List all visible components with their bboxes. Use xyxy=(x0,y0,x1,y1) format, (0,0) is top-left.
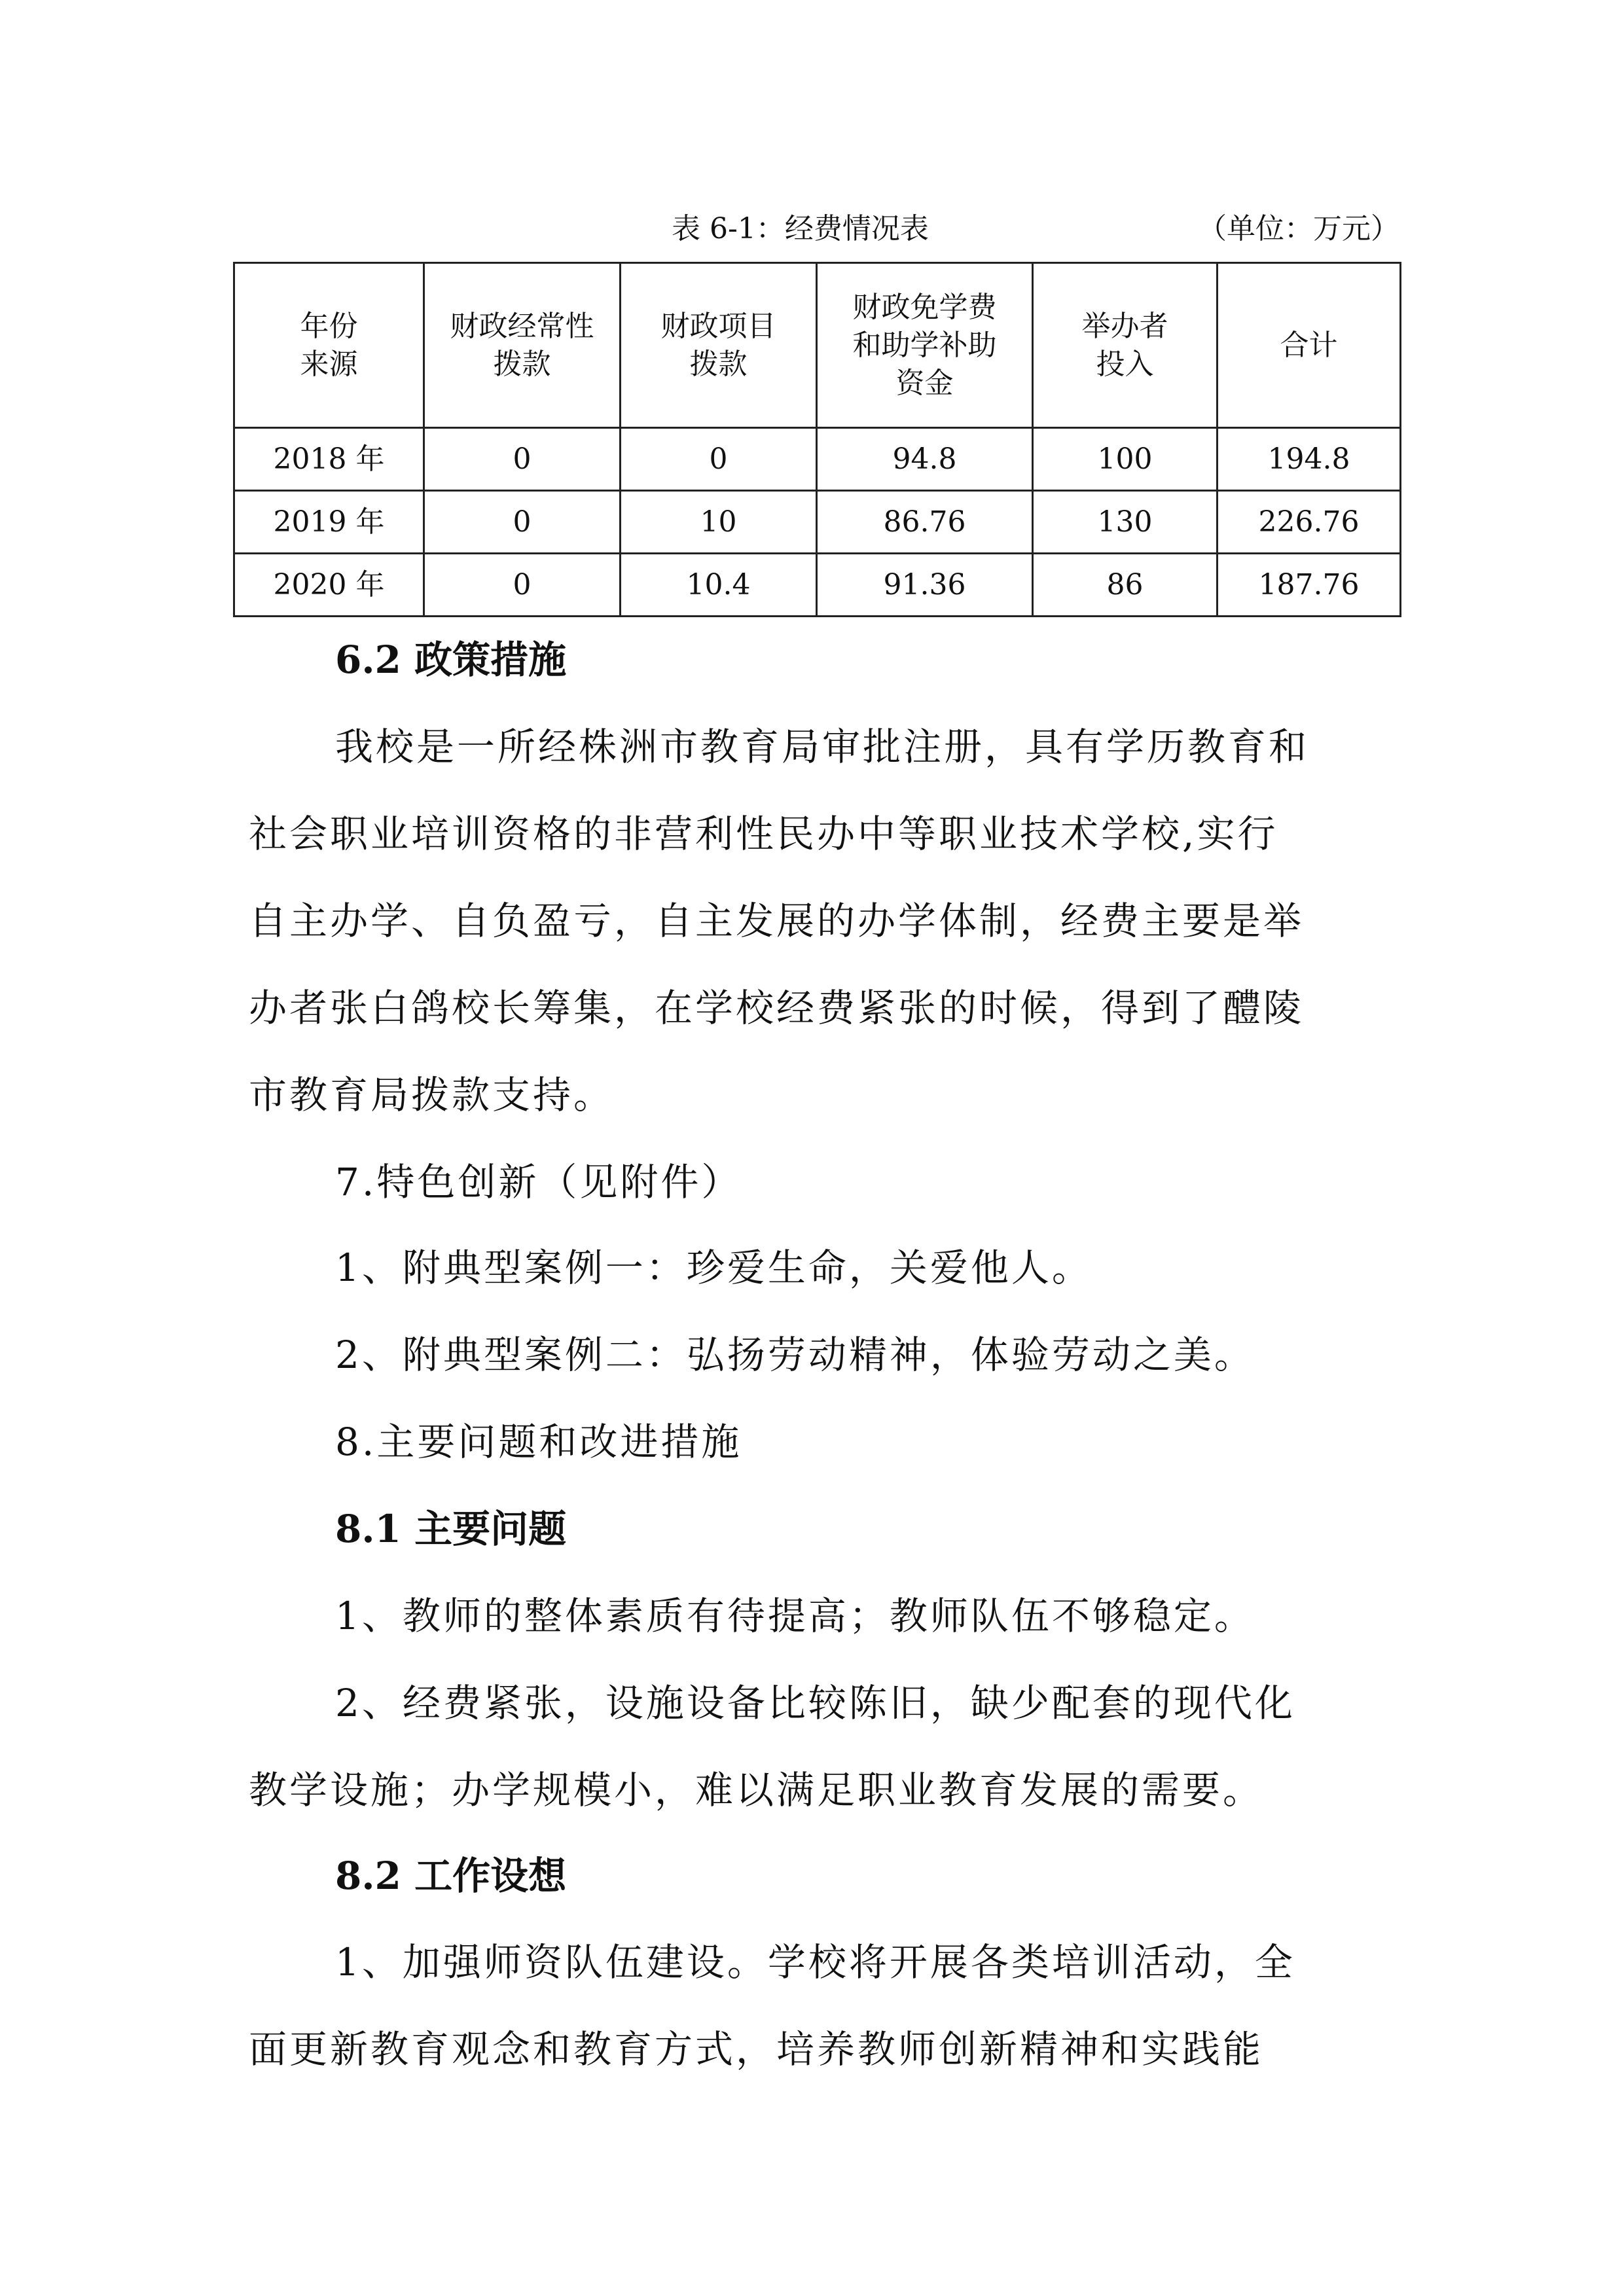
header-total-label: 合计 xyxy=(1280,328,1338,362)
case-item-1: 1、附典型案例一：珍爱生命，关爱他人。 xyxy=(335,1246,1092,1290)
table-row xyxy=(234,554,1401,617)
table-header-row xyxy=(234,263,1401,428)
problem-item-2-line-1: 2、经费紧张，设施设备比较陈旧，缺少配套的现代化 xyxy=(335,1681,1295,1725)
cell-total: 187.76 xyxy=(1218,554,1401,617)
policy-line-5: 市教育局拨款支持。 xyxy=(249,1073,615,1117)
header-year: 年份 xyxy=(300,309,358,343)
cell-regular: 0 xyxy=(424,554,621,617)
plan-line-2: 面更新教育观念和教育方式，培养教师创新精神和实践能 xyxy=(249,2027,1264,2072)
cell-total: 226.76 xyxy=(1218,491,1401,554)
table-caption xyxy=(233,209,1399,249)
plan-paragraph xyxy=(249,1919,1401,2093)
cell-project: 10.4 xyxy=(621,554,817,617)
header-project-funding xyxy=(621,263,817,428)
header-regular-1: 财政经常性 xyxy=(450,309,594,343)
problem-item-1: 1、教师的整体素质有待提高；教师队伍不够稳定。 xyxy=(335,1594,1255,1638)
funding-table xyxy=(233,262,1401,617)
table-title: 表 6-1：经费情况表 xyxy=(672,212,929,245)
cell-year: 2020 年 xyxy=(234,554,424,617)
paragraph-policy xyxy=(249,704,1401,1139)
header-subsidy-1: 财政免学费 xyxy=(852,290,997,324)
cell-year: 2019 年 xyxy=(234,491,424,554)
table-row xyxy=(234,491,1401,554)
header-regular-funding xyxy=(424,263,621,428)
policy-line-1: 我校是一所经株洲市教育局审批注册，具有学历教育和 xyxy=(335,725,1310,769)
cell-year: 2018 年 xyxy=(234,428,424,491)
policy-line-2: 社会职业培训资格的非营利性民办中等职业技术学校,实行 xyxy=(249,812,1278,856)
heading-8: 8.主要问题和改进措施 xyxy=(335,1420,742,1464)
header-sponsor-1: 举办者 xyxy=(1081,309,1168,343)
header-subsidy-3: 资金 xyxy=(895,366,954,400)
cell-project: 10 xyxy=(621,491,817,554)
problem-item-2 xyxy=(249,1660,1401,1834)
table-unit: （单位：万元） xyxy=(1198,212,1399,245)
cell-subsidy: 86.76 xyxy=(817,491,1033,554)
cell-subsidy: 94.8 xyxy=(817,428,1033,491)
header-year-source xyxy=(234,263,424,428)
header-source: 来源 xyxy=(300,347,358,381)
heading-8-1: 8.1 主要问题 xyxy=(335,1507,567,1551)
header-regular-2: 拨款 xyxy=(493,347,551,381)
header-project-1: 财政项目 xyxy=(660,309,776,343)
header-subsidy-2: 和助学补助 xyxy=(852,328,997,362)
heading-8-2: 8.2 工作设想 xyxy=(335,1854,567,1898)
header-sponsor xyxy=(1033,263,1218,428)
table-row xyxy=(234,428,1401,491)
header-total xyxy=(1218,263,1401,428)
header-sponsor-2: 投入 xyxy=(1096,347,1154,381)
cell-project: 0 xyxy=(621,428,817,491)
policy-line-4: 办者张白鸽校长筹集，在学校经费紧张的时候，得到了醴陵 xyxy=(249,986,1305,1030)
heading-6-2: 6.2 政策措施 xyxy=(335,637,567,682)
header-subsidy xyxy=(817,263,1033,428)
cell-regular: 0 xyxy=(424,491,621,554)
cell-total: 194.8 xyxy=(1218,428,1401,491)
cell-sponsor: 86 xyxy=(1033,554,1218,617)
policy-line-3: 自主办学、自负盈亏，自主发展的办学体制，经费主要是举 xyxy=(249,899,1305,943)
cell-sponsor: 100 xyxy=(1033,428,1218,491)
plan-line-1: 1、加强师资队伍建设。学校将开展各类培训活动，全 xyxy=(335,1940,1295,1984)
cell-subsidy: 91.36 xyxy=(817,554,1033,617)
heading-7: 7.特色创新（见附件） xyxy=(335,1160,742,1204)
header-project-2: 拨款 xyxy=(689,347,748,381)
case-item-2: 2、附典型案例二：弘扬劳动精神，体验劳动之美。 xyxy=(335,1333,1255,1377)
problem-item-2-line-2: 教学设施；办学规模小，难以满足职业教育发展的需要。 xyxy=(249,1768,1264,1812)
cell-sponsor: 130 xyxy=(1033,491,1218,554)
cell-regular: 0 xyxy=(424,428,621,491)
